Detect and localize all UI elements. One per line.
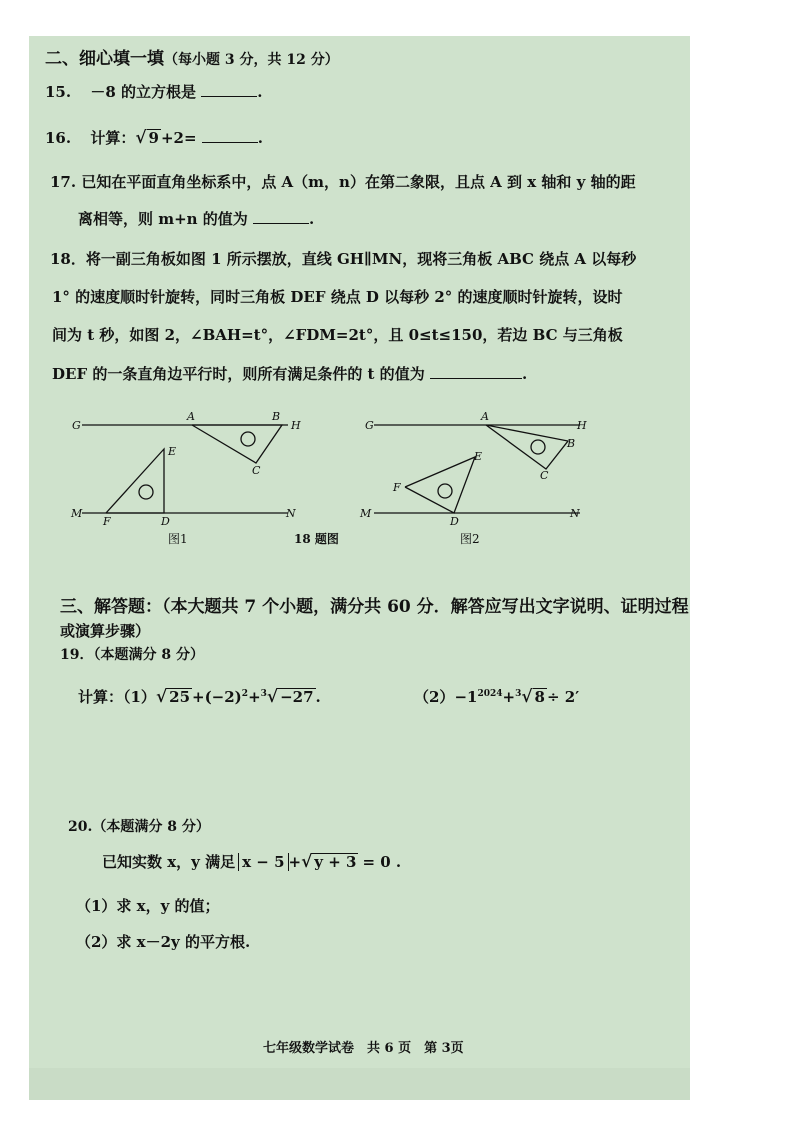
- section2-title: 二、细心填一填: [45, 49, 164, 69]
- fig1-label-g: G: [72, 419, 81, 432]
- q18-end: .: [521, 365, 528, 383]
- fig2-triangle-def-hole: [438, 484, 452, 498]
- q16-radicand: 9: [148, 129, 159, 147]
- q20-cond-text: 已知实数 x，y 满足: [102, 853, 236, 871]
- section2-heading: [45, 49, 339, 70]
- q19-p1-mid: +(−2): [192, 688, 242, 706]
- fig1-label-b: B: [272, 410, 281, 423]
- q20-plus: +: [288, 853, 302, 871]
- cube-root-icon: √: [521, 687, 533, 707]
- fig2-triangle-abc-hole: [531, 440, 545, 454]
- q19-heading: 19．（本题满分 8 分）: [60, 647, 204, 663]
- q16-number: 16.: [45, 129, 72, 147]
- q19-p2-base: −1: [454, 688, 478, 706]
- fig2-label-f: F: [393, 481, 401, 494]
- q18-line3: 间为 t 秒，如图 2，∠BAH=t°，∠FDM=2t°，且 0≤t≤150，若边 BC 与三角板: [52, 326, 623, 344]
- q19-p2-plus: +: [502, 688, 516, 706]
- fig2-triangle-abc: [486, 425, 568, 469]
- fig2-label-n: N: [570, 507, 580, 520]
- section3-title: 三、解答题：（本大题共 7 个小题，满分共 60 分．解答应写出文字说明、证明过程: [60, 597, 689, 617]
- q16-text-b: +2=: [160, 129, 197, 147]
- q20-abs-value: x − 5: [238, 853, 288, 871]
- q17-end: .: [309, 210, 315, 228]
- section2-note: （每小题 3 分，共 12 分）: [164, 52, 339, 68]
- q18-line4-wrap: [52, 364, 527, 384]
- q17-line2: 离相等，则 m+n 的值为: [78, 210, 248, 228]
- q20-cond-end: = 0 .: [362, 853, 402, 871]
- q19-p1-radicand2: −27: [280, 688, 314, 706]
- figure-title: 18 题图: [294, 532, 339, 546]
- q18-answer-blank[interactable]: [430, 364, 522, 379]
- fig2-label-g: G: [365, 419, 374, 432]
- q18-line4: DEF 的一条直角边平行时，则所有满足条件的 t 的值为: [52, 365, 425, 383]
- fig2-label-e: E: [474, 450, 483, 463]
- q17-answer-blank[interactable]: [253, 209, 309, 224]
- q19-p1-root-index: 3: [260, 689, 267, 699]
- q16-text: 计算：: [90, 129, 136, 147]
- q19-p2-root-index: 3: [515, 689, 522, 699]
- fig2-label-m: M: [360, 507, 372, 520]
- q17-line1: 17. 已知在平面直角坐标系中，点 A（m，n）在第二象限，且点 A 到 x 轴和 y 轴的距: [50, 173, 636, 191]
- fig1-triangle-def-hole: [139, 485, 153, 499]
- q20-condition: [102, 852, 401, 872]
- q15-end: .: [257, 83, 263, 101]
- q15-answer-blank[interactable]: [201, 82, 257, 97]
- question-16: [45, 128, 263, 148]
- sqrt-icon: √: [135, 128, 147, 148]
- fig2-caption: 图2: [460, 532, 480, 546]
- fig2-label-a: A: [481, 410, 489, 423]
- fig1-label-m: M: [71, 507, 83, 520]
- q19-part2: [414, 684, 579, 707]
- q17-line2-wrap: [78, 209, 314, 229]
- fig1-label-d: D: [161, 515, 170, 528]
- q15-text: －8 的立方根是: [90, 83, 197, 101]
- fig1-label-n: N: [286, 507, 296, 520]
- q19-p2-label: （2）: [414, 688, 455, 706]
- q19-p1-end: .: [315, 688, 321, 706]
- fig2-label-d: D: [450, 515, 459, 528]
- q20-radicand: y + 3: [314, 853, 357, 871]
- q19-p1-radicand1: 25: [169, 688, 191, 706]
- page-bottom-strip: [29, 1068, 690, 1100]
- q19-p1-exponent: 2: [241, 689, 249, 699]
- q19-p2-end: ÷ 2′: [546, 688, 580, 706]
- fig1-triangle-def: [106, 449, 164, 513]
- fig1-triangle-abc-hole: [241, 432, 255, 446]
- page-footer: 七年级数学试卷 共 6 页 第 3页: [263, 1041, 464, 1056]
- q19-p2-exponent: 2024: [477, 689, 503, 699]
- q18-line1: 18．将一副三角板如图 1 所示摆放，直线 GH∥MN，现将三角板 ABC 绕点 A 以每秒: [50, 250, 637, 268]
- q19-p1-label: 计算：（1）: [78, 688, 156, 706]
- q20-heading: 20.（本题满分 8 分）: [68, 819, 210, 835]
- fig2-label-h: H: [577, 419, 587, 432]
- fig1-label-c: C: [252, 464, 261, 477]
- sqrt-icon: √: [301, 852, 313, 872]
- section3-line2: 或演算步骤）: [60, 622, 151, 640]
- q18-figure: [60, 405, 600, 550]
- q20-part2: （2）求 x－2y 的平方根.: [76, 933, 251, 951]
- fig1-label-e: E: [168, 445, 177, 458]
- fig1-label-h: H: [291, 419, 301, 432]
- q19-part1: [78, 684, 321, 707]
- q16-answer-blank[interactable]: [202, 128, 258, 143]
- q16-end: .: [257, 129, 264, 147]
- fig1-caption: 图1: [168, 532, 188, 546]
- fig1-label-a: A: [187, 410, 195, 423]
- fig2-label-b: B: [567, 437, 576, 450]
- question-15: [45, 82, 262, 102]
- cube-root-icon: √: [266, 687, 279, 707]
- q15-number: 15.: [45, 83, 72, 101]
- q20-part1: （1）求 x，y 的值；: [76, 897, 220, 915]
- fig1-triangle-abc: [192, 425, 282, 463]
- fig2-label-c: C: [540, 469, 549, 482]
- q19-p1-plus: +: [248, 688, 261, 706]
- fig2-triangle-def: [405, 457, 475, 513]
- q18-line2: 1° 的速度顺时针旋转，同时三角板 DEF 绕点 D 以每秒 2° 的速度顺时针旋转，设时: [52, 288, 623, 306]
- fig1-label-f: F: [103, 515, 111, 528]
- section3-line1: [60, 597, 689, 617]
- sqrt-icon: √: [155, 687, 168, 707]
- q19-p2-radicand: 8: [534, 688, 545, 706]
